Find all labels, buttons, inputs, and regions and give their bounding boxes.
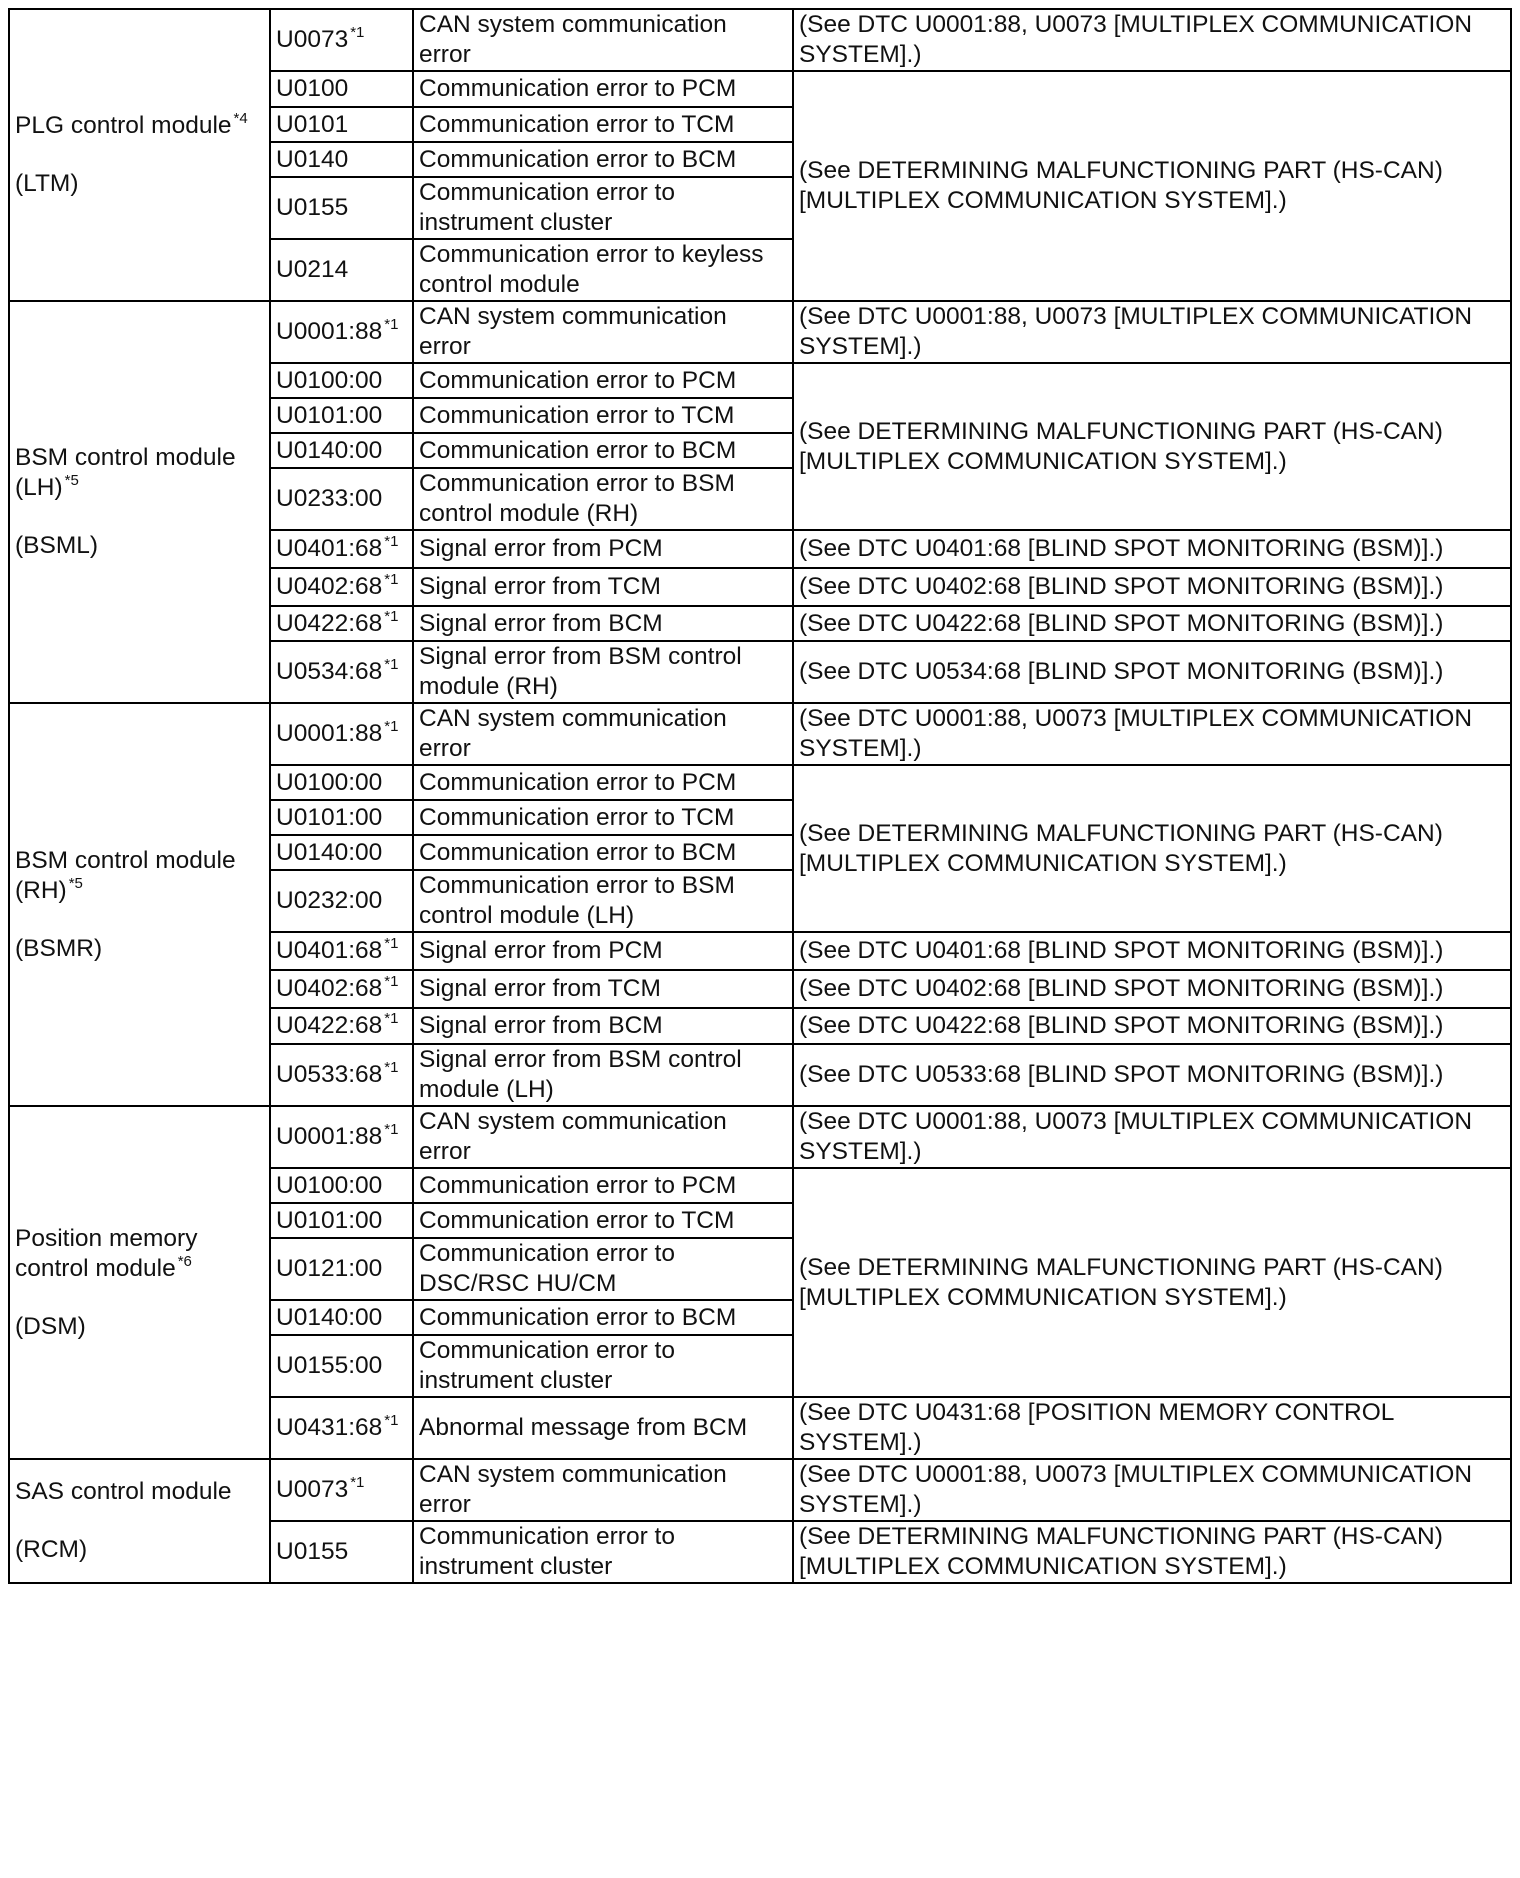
dtc-code: U0232:00 <box>276 887 383 914</box>
system-name-cell <box>9 301 270 703</box>
dtc-description-cell <box>413 142 793 177</box>
reference-text: (See DETERMINING MALFUNCTIONING PART (HS-CAN) <box>799 819 1443 847</box>
dtc-code-cell <box>270 9 413 71</box>
reference-cell <box>793 568 1511 606</box>
dtc-code: U0155 <box>276 1538 349 1565</box>
reference-cell <box>793 765 1511 932</box>
dtc-code: U0533:68 <box>276 1061 383 1088</box>
reference-text: (See DTC U0431:68 [POSITION MEMORY CONTROL <box>799 1399 1395 1426</box>
footnote-marker: *1 <box>384 656 399 673</box>
dtc-description: error <box>419 1491 471 1518</box>
reference-text: (See DTC U0001:88, U0073 [MULTIPLEX COMMUNICATION <box>799 303 1473 330</box>
dtc-description-cell <box>413 468 793 530</box>
dtc-description-cell <box>413 1521 793 1583</box>
reference-text: (See DTC U0001:88, U0073 [MULTIPLEX COMMUNICATION <box>799 1108 1473 1135</box>
system-abbreviation: (LTM) <box>15 170 79 197</box>
dtc-code-cell <box>270 1335 413 1397</box>
system-name-text: Position memory <box>15 1224 198 1252</box>
dtc-code-cell <box>270 1203 413 1238</box>
dtc-description: Signal error from PCM <box>419 535 663 562</box>
dtc-description-cell <box>413 1044 793 1106</box>
reference-cell <box>793 1459 1511 1521</box>
dtc-code: U0214 <box>276 256 349 283</box>
dtc-description: Signal error from BCM <box>419 609 663 637</box>
dtc-code-cell <box>270 800 413 835</box>
table-row <box>9 703 1511 765</box>
system-name-cell <box>9 703 270 1106</box>
footnote-marker: *1 <box>384 718 399 735</box>
dtc-description-cell <box>413 530 793 568</box>
dtc-code: U0402:68 <box>276 573 383 600</box>
reference-cell <box>793 1168 1511 1397</box>
dtc-description-cell <box>413 301 793 363</box>
reference-text: [MULTIPLEX COMMUNICATION SYSTEM].) <box>799 1283 1287 1311</box>
dtc-description: CAN system communication <box>419 1108 727 1135</box>
footnote-marker: *1 <box>350 1474 365 1491</box>
footnote-marker: *5 <box>64 472 79 489</box>
dtc-code-cell <box>270 363 413 398</box>
reference-cell <box>793 1044 1511 1106</box>
dtc-code: U0101 <box>276 110 349 138</box>
dtc-description-cell <box>413 568 793 606</box>
dtc-description: control module (LH) <box>419 902 635 929</box>
reference-text: SYSTEM].) <box>799 333 922 360</box>
reference-text: (See DTC U0422:68 [BLIND SPOT MONITORING (BSM)].) <box>799 609 1444 637</box>
dtc-code-cell <box>270 1521 413 1583</box>
dtc-description-cell <box>413 641 793 703</box>
dtc-code: U0100:00 <box>276 768 383 796</box>
reference-cell <box>793 970 1511 1008</box>
dtc-code-cell <box>270 606 413 641</box>
footnote-marker: *1 <box>384 935 399 952</box>
reference-cell <box>793 1521 1511 1583</box>
reference-cell <box>793 1106 1511 1168</box>
dtc-description: Communication error to PCM <box>419 1171 737 1199</box>
footnote-marker: *1 <box>384 571 399 588</box>
dtc-description-cell <box>413 363 793 398</box>
dtc-description-cell <box>413 239 793 301</box>
dtc-description: Communication error to <box>419 179 675 206</box>
dtc-description-cell <box>413 1397 793 1459</box>
dtc-code-cell <box>270 568 413 606</box>
footnote-marker: *1 <box>384 973 399 990</box>
system-name-text: BSM control module <box>15 444 236 471</box>
dtc-description: Communication error to <box>419 1523 675 1550</box>
dtc-description: instrument cluster <box>419 209 613 236</box>
dtc-code-cell <box>270 835 413 870</box>
reference-cell <box>793 1397 1511 1459</box>
dtc-description: instrument cluster <box>419 1367 613 1394</box>
dtc-table <box>8 8 1512 1584</box>
footnote-marker: *1 <box>384 316 399 333</box>
dtc-description-cell <box>413 835 793 870</box>
reference-text: (See DETERMINING MALFUNCTIONING PART (HS-CAN) <box>799 1523 1443 1550</box>
reference-text: (See DETERMINING MALFUNCTIONING PART (HS-CAN) <box>799 1253 1443 1281</box>
dtc-code-cell <box>270 1238 413 1300</box>
dtc-code: U0422:68 <box>276 1012 383 1039</box>
reference-text: [MULTIPLEX COMMUNICATION SYSTEM].) <box>799 1553 1287 1580</box>
system-name-line <box>15 1224 264 1254</box>
footnote-marker: *1 <box>384 1059 399 1076</box>
dtc-description-cell <box>413 398 793 433</box>
dtc-code-cell <box>270 1300 413 1335</box>
dtc-description: Communication error to <box>419 1240 675 1267</box>
reference-text: (See DTC U0001:88, U0073 [MULTIPLEX COMMUNICATION <box>799 1461 1473 1488</box>
dtc-description: control module <box>419 271 580 298</box>
dtc-description: module (RH) <box>419 673 558 700</box>
dtc-description-cell <box>413 932 793 970</box>
reference-text: [MULTIPLEX COMMUNICATION SYSTEM].) <box>799 849 1287 877</box>
dtc-code-cell <box>270 1008 413 1044</box>
dtc-description: Abnormal message from BCM <box>419 1414 748 1441</box>
dtc-code-cell <box>270 870 413 932</box>
dtc-description: Signal error from BSM control <box>419 1046 742 1073</box>
dtc-description: CAN system communication <box>419 705 727 732</box>
dtc-description: Communication error to TCM <box>419 110 735 138</box>
dtc-description-cell <box>413 1459 793 1521</box>
dtc-code-cell <box>270 301 413 363</box>
system-name-line <box>15 1477 264 1507</box>
dtc-code: U0140:00 <box>276 838 383 866</box>
table-row <box>9 301 1511 363</box>
dtc-description: Communication error to BCM <box>419 838 737 866</box>
reference-cell <box>793 9 1511 71</box>
dtc-code-cell <box>270 239 413 301</box>
dtc-code: U0140:00 <box>276 436 383 464</box>
dtc-code-cell <box>270 107 413 142</box>
dtc-code-cell <box>270 433 413 468</box>
dtc-code-cell <box>270 703 413 765</box>
dtc-description: Signal error from BSM control <box>419 643 742 670</box>
dtc-description-cell <box>413 1008 793 1044</box>
dtc-description: control module (RH) <box>419 500 639 527</box>
dtc-code: U0001:88 <box>276 720 383 747</box>
reference-text: (See DTC U0533:68 [BLIND SPOT MONITORING (BSM)].) <box>799 1061 1444 1088</box>
dtc-description: Communication error to BSM <box>419 470 735 497</box>
dtc-description: Communication error to BCM <box>419 436 737 464</box>
dtc-description: module (LH) <box>419 1076 554 1103</box>
footnote-marker: *1 <box>384 1412 399 1429</box>
dtc-code: U0001:88 <box>276 1123 383 1150</box>
dtc-code: U0155 <box>276 194 349 221</box>
dtc-code: U0402:68 <box>276 975 383 1002</box>
dtc-description-cell <box>413 800 793 835</box>
reference-text: SYSTEM].) <box>799 1491 922 1518</box>
dtc-description-cell <box>413 1300 793 1335</box>
reference-text: (See DTC U0401:68 [BLIND SPOT MONITORING (BSM)].) <box>799 535 1444 562</box>
system-name-text: (RH) <box>15 876 67 904</box>
dtc-table-body <box>9 9 1511 1583</box>
dtc-description-cell <box>413 703 793 765</box>
dtc-description: Communication error to PCM <box>419 366 737 394</box>
reference-text: SYSTEM].) <box>799 1138 922 1165</box>
system-name-cell <box>9 1459 270 1583</box>
dtc-code-cell <box>270 177 413 239</box>
system-abbreviation: (RCM) <box>15 1536 88 1563</box>
reference-cell <box>793 641 1511 703</box>
table-row <box>9 1459 1511 1521</box>
footnote-marker: *1 <box>350 24 365 41</box>
dtc-description: Communication error to BSM <box>419 872 735 899</box>
system-name-text: control module <box>15 1254 176 1282</box>
dtc-description: Signal error from BCM <box>419 1012 663 1039</box>
system-name-line <box>15 473 264 503</box>
dtc-description-cell <box>413 433 793 468</box>
system-name-line <box>15 1254 264 1284</box>
dtc-code: U0101:00 <box>276 1206 383 1234</box>
table-row <box>9 1106 1511 1168</box>
system-abbreviation: (BSMR) <box>15 934 103 962</box>
dtc-code: U0140 <box>276 145 349 173</box>
dtc-code-cell <box>270 1168 413 1203</box>
dtc-code-cell <box>270 932 413 970</box>
reference-cell <box>793 301 1511 363</box>
reference-cell <box>793 1008 1511 1044</box>
reference-text: (See DTC U0401:68 [BLIND SPOT MONITORING (BSM)].) <box>799 937 1444 964</box>
system-name-text: BSM control module <box>15 846 236 874</box>
reference-text: SYSTEM].) <box>799 41 922 68</box>
reference-text: (See DTC U0402:68 [BLIND SPOT MONITORING (BSM)].) <box>799 975 1444 1002</box>
dtc-code: U0401:68 <box>276 937 383 964</box>
dtc-description-cell <box>413 1106 793 1168</box>
dtc-description: Communication error to TCM <box>419 803 735 831</box>
dtc-code: U0100 <box>276 75 349 102</box>
dtc-code: U0431:68 <box>276 1414 383 1441</box>
dtc-description: instrument cluster <box>419 1553 613 1580</box>
dtc-description: DSC/RSC HU/CM <box>419 1270 617 1297</box>
dtc-code: U0534:68 <box>276 658 383 685</box>
dtc-code: U0001:88 <box>276 318 383 345</box>
dtc-description: Signal error from TCM <box>419 573 661 600</box>
dtc-description-cell <box>413 9 793 71</box>
reference-text: SYSTEM].) <box>799 735 922 762</box>
dtc-code-cell <box>270 530 413 568</box>
dtc-description-cell <box>413 177 793 239</box>
dtc-code-cell <box>270 142 413 177</box>
system-name-text: SAS control module <box>15 1478 232 1505</box>
dtc-description-cell <box>413 1238 793 1300</box>
reference-text: (See DTC U0422:68 [BLIND SPOT MONITORING (BSM)].) <box>799 1012 1444 1039</box>
dtc-code-cell <box>270 765 413 800</box>
dtc-code: U0073 <box>276 1476 349 1503</box>
dtc-description: Communication error to TCM <box>419 401 735 429</box>
dtc-description: Communication error to BCM <box>419 1303 737 1331</box>
dtc-code-cell <box>270 468 413 530</box>
dtc-code-cell <box>270 970 413 1008</box>
system-name-line <box>15 111 264 141</box>
dtc-code-cell <box>270 1397 413 1459</box>
dtc-description: CAN system communication <box>419 1461 727 1488</box>
footnote-marker: *6 <box>177 1252 192 1270</box>
reference-text: (See DETERMINING MALFUNCTIONING PART (HS-CAN) <box>799 157 1443 184</box>
dtc-description: Communication error to keyless <box>419 241 764 268</box>
reference-text: (See DETERMINING MALFUNCTIONING PART (HS-CAN) <box>799 417 1443 445</box>
reference-cell <box>793 606 1511 641</box>
system-name-text: (LH) <box>15 474 63 501</box>
reference-text: [MULTIPLEX COMMUNICATION SYSTEM].) <box>799 187 1287 214</box>
dtc-description: Communication error to PCM <box>419 75 737 102</box>
dtc-description-cell <box>413 107 793 142</box>
dtc-code-cell <box>270 398 413 433</box>
footnote-marker: *1 <box>384 607 399 625</box>
table-row <box>9 9 1511 71</box>
dtc-description-cell <box>413 765 793 800</box>
reference-cell <box>793 530 1511 568</box>
dtc-code: U0401:68 <box>276 535 383 562</box>
dtc-description: error <box>419 41 471 68</box>
system-name-line <box>15 443 264 473</box>
system-name-line <box>15 876 264 906</box>
footnote-marker: *1 <box>384 1121 399 1138</box>
reference-cell <box>793 363 1511 530</box>
dtc-description: Signal error from TCM <box>419 975 661 1002</box>
footnote-marker: *5 <box>68 874 83 892</box>
dtc-description: Communication error to BCM <box>419 145 737 173</box>
system-name-text: PLG control module <box>15 112 232 139</box>
dtc-code-cell <box>270 1459 413 1521</box>
dtc-description: error <box>419 735 471 762</box>
footnote-marker: *4 <box>233 110 248 127</box>
dtc-code: U0121:00 <box>276 1255 383 1282</box>
system-abbreviation: (DSM) <box>15 1312 86 1340</box>
dtc-code: U0233:00 <box>276 485 383 512</box>
dtc-description-cell <box>413 606 793 641</box>
system-name-line <box>15 846 264 876</box>
dtc-code: U0101:00 <box>276 401 383 429</box>
dtc-description-cell <box>413 1168 793 1203</box>
dtc-code-cell <box>270 1044 413 1106</box>
reference-cell <box>793 703 1511 765</box>
dtc-description-cell <box>413 1203 793 1238</box>
dtc-code-cell <box>270 1106 413 1168</box>
reference-text: (See DTC U0001:88, U0073 [MULTIPLEX COMMUNICATION <box>799 11 1473 38</box>
dtc-code: U0073 <box>276 26 349 53</box>
reference-cell <box>793 932 1511 970</box>
dtc-description-cell <box>413 1335 793 1397</box>
dtc-description: Communication error to TCM <box>419 1206 735 1234</box>
dtc-code: U0101:00 <box>276 803 383 831</box>
dtc-code: U0422:68 <box>276 609 383 637</box>
dtc-code: U0100:00 <box>276 1171 383 1199</box>
dtc-description-cell <box>413 71 793 107</box>
dtc-page <box>8 8 1510 1584</box>
footnote-marker: *1 <box>384 533 399 550</box>
reference-text: [MULTIPLEX COMMUNICATION SYSTEM].) <box>799 447 1287 475</box>
system-abbreviation: (BSML) <box>15 532 99 559</box>
reference-cell <box>793 71 1511 301</box>
dtc-code: U0100:00 <box>276 366 383 394</box>
dtc-code: U0155:00 <box>276 1352 383 1379</box>
dtc-description-cell <box>413 970 793 1008</box>
dtc-description: error <box>419 1138 471 1165</box>
dtc-code-cell <box>270 641 413 703</box>
reference-text: (See DTC U0001:88, U0073 [MULTIPLEX COMMUNICATION <box>799 705 1473 732</box>
reference-text: SYSTEM].) <box>799 1429 922 1456</box>
system-name-cell <box>9 1106 270 1459</box>
dtc-description: CAN system communication <box>419 11 727 38</box>
dtc-description: error <box>419 333 471 360</box>
dtc-description: Signal error from PCM <box>419 937 663 964</box>
dtc-description: CAN system communication <box>419 303 727 330</box>
dtc-description: Communication error to <box>419 1337 675 1364</box>
dtc-description-cell <box>413 870 793 932</box>
dtc-code-cell <box>270 71 413 107</box>
dtc-description: Communication error to PCM <box>419 768 737 796</box>
footnote-marker: *1 <box>384 1010 399 1027</box>
dtc-code: U0140:00 <box>276 1303 383 1331</box>
system-name-cell <box>9 9 270 301</box>
reference-text: (See DTC U0402:68 [BLIND SPOT MONITORING (BSM)].) <box>799 573 1444 600</box>
reference-text: (See DTC U0534:68 [BLIND SPOT MONITORING (BSM)].) <box>799 658 1444 685</box>
